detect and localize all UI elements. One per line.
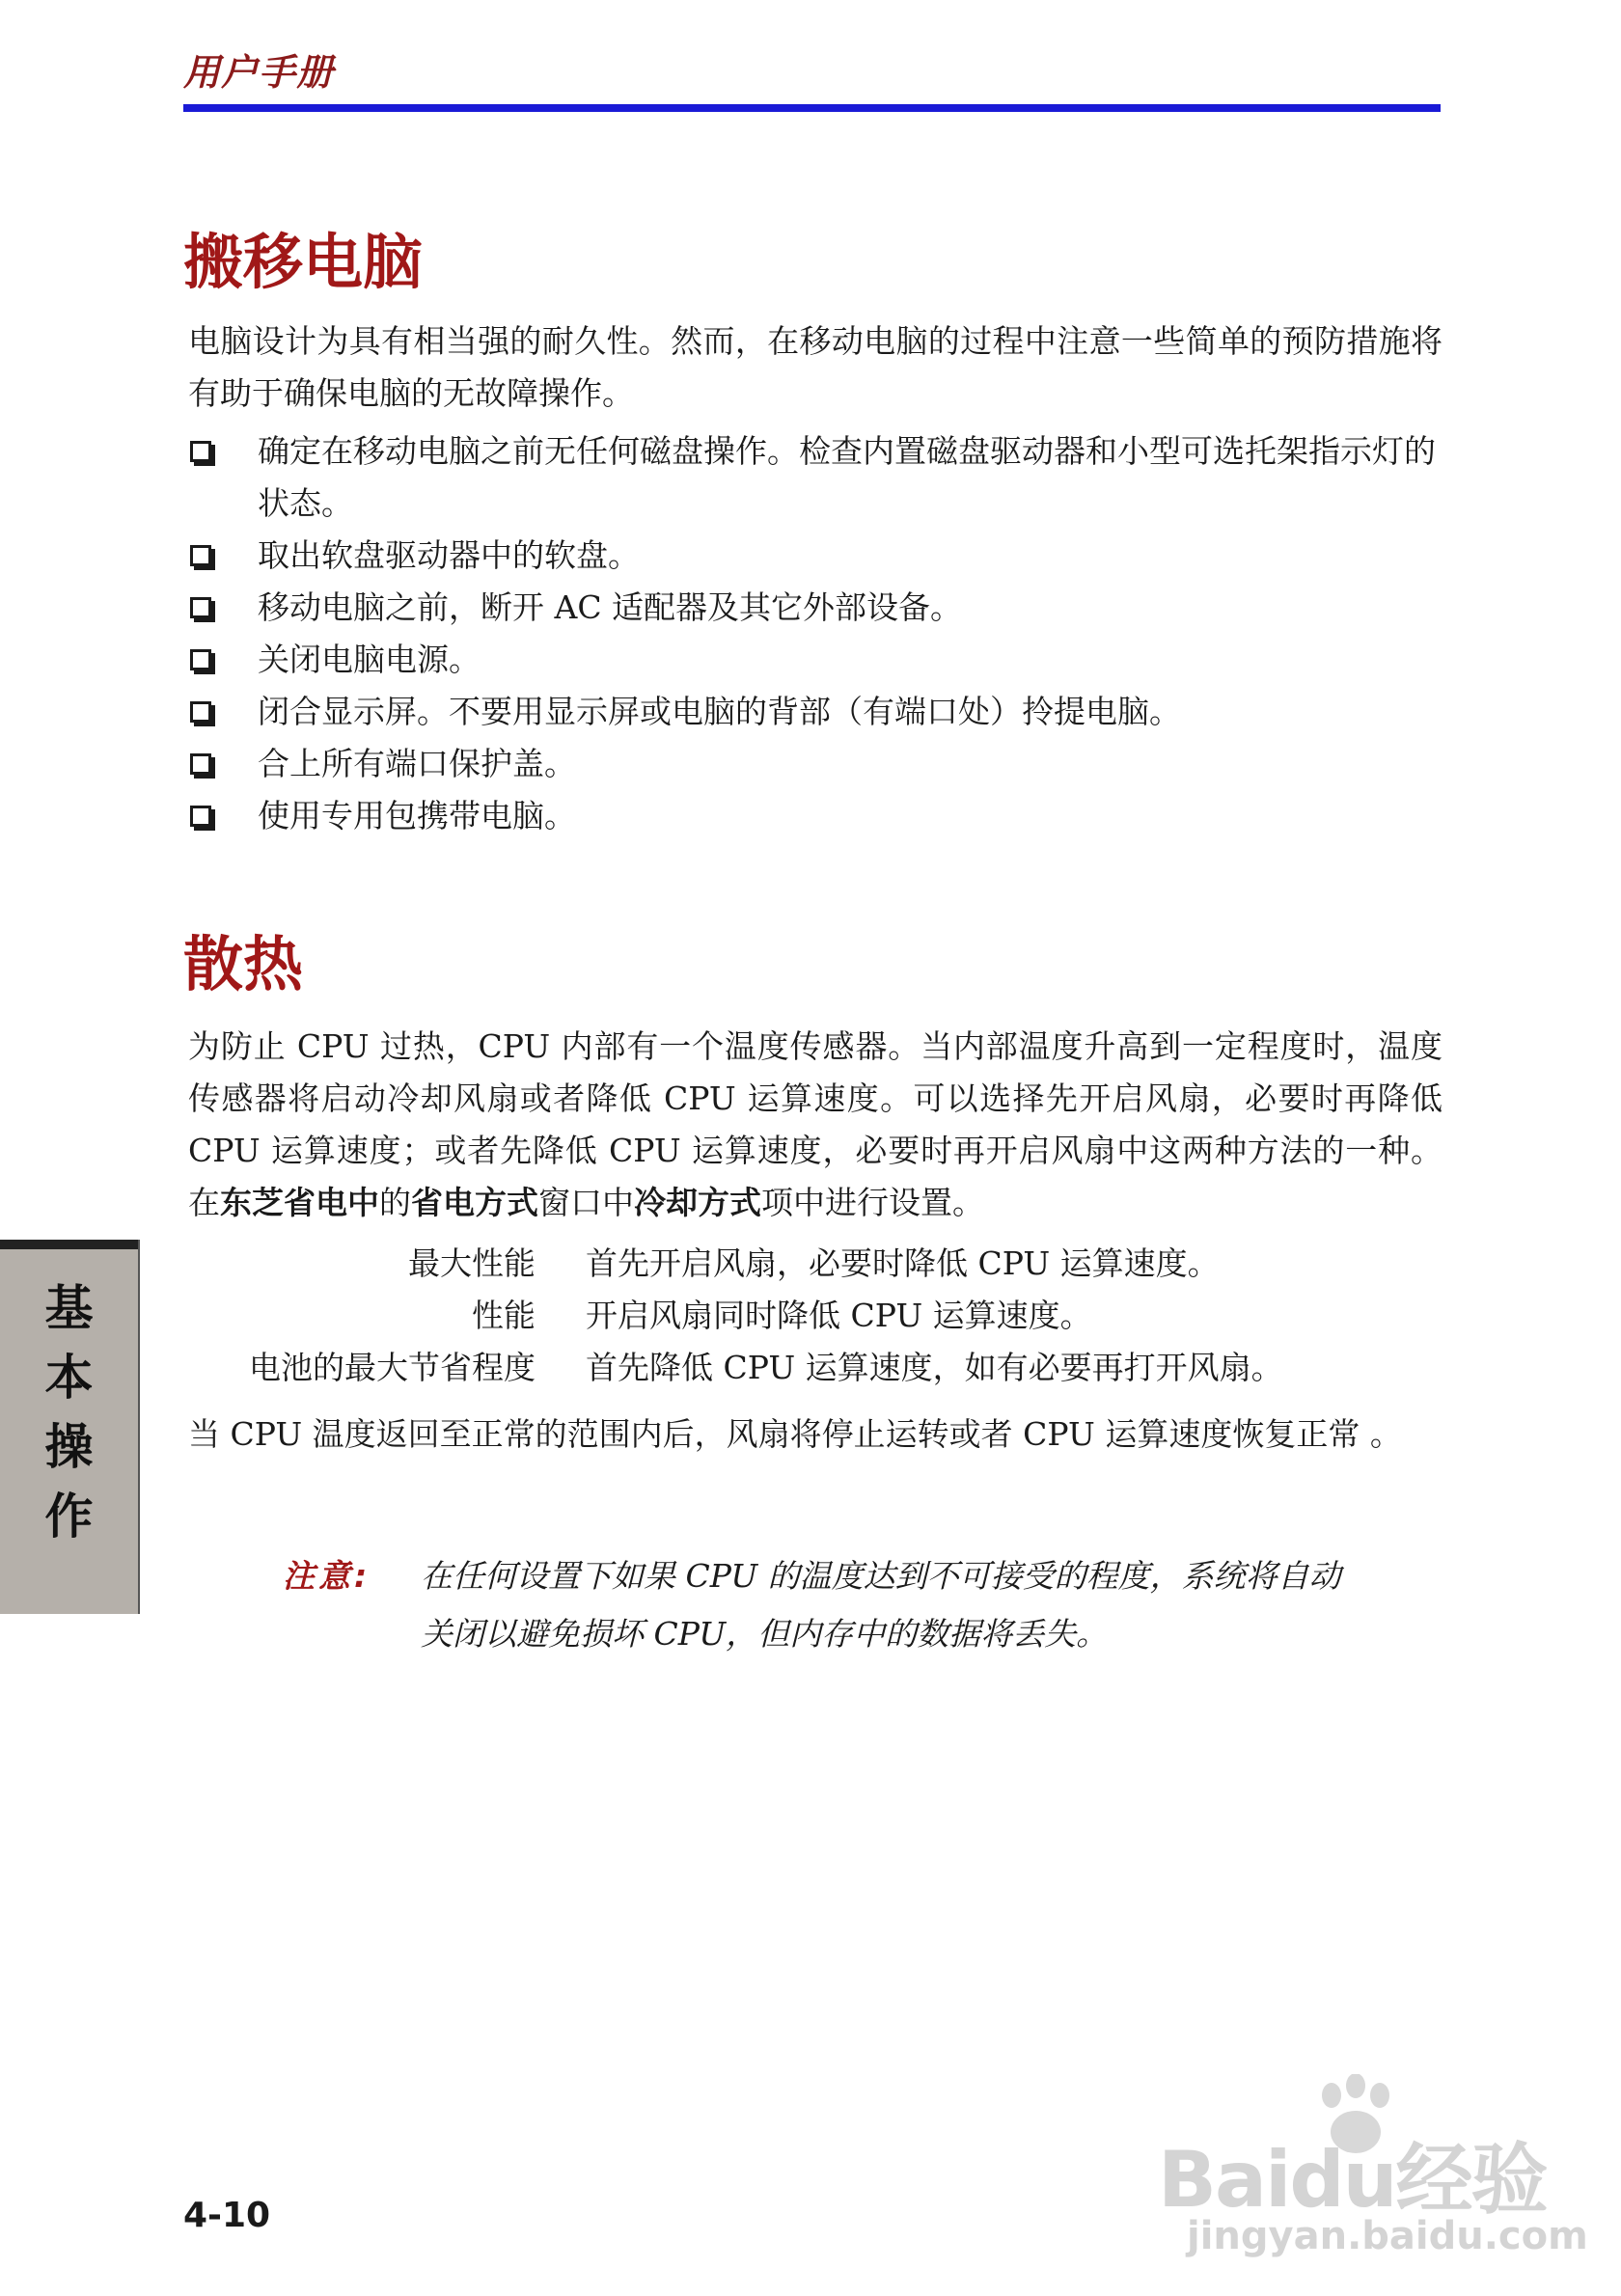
watermark-logo: Baidu经验	[1158, 2135, 1547, 2225]
chapter-side-tab	[0, 1240, 140, 1614]
note	[283, 1547, 1363, 1663]
note-label: 注意:	[283, 1557, 371, 1595]
list-item: 使用专用包携带电脑。	[188, 790, 1442, 842]
checkbox-icon	[190, 441, 211, 462]
header-title: 用户手册	[183, 51, 335, 94]
list-item: 闭合显示屏。不要用显示屏或电脑的背部（有端口处）拎提电脑。	[188, 686, 1442, 738]
section-title-moving: 搬移电脑	[183, 227, 424, 297]
checkbox-icon	[190, 753, 211, 775]
cooling-modes	[188, 1238, 1442, 1394]
mode-row: 性能 开启风扇同时降低 CPU 运算速度。	[472, 1297, 1092, 1334]
cooling-para: 为防止 CPU 过热，CPU 内部有一个温度传感器。当内部温度升高到一定程度时，温度传感器将启动冷却风扇或者降低 CPU 运算速度。可以选择先开启风扇，必要时再降低 CPU 运算速度；或者先降低 CPU 运算速度，必要时再开启风扇中这两种方法的一种。在东芝省电中的省电方式窗口中冷却方式项中进行设置。	[188, 1027, 1442, 1221]
list-item: 移动电脑之前，断开 AC 适配器及其它外部设备。	[188, 582, 1442, 634]
list-item: 关闭电脑电源。	[188, 634, 1442, 686]
moving-checklist	[188, 425, 1442, 842]
checkbox-icon	[190, 806, 211, 827]
page-number: 4-10	[183, 2196, 271, 2235]
watermark-url: jingyan.baidu.com	[1187, 2214, 1588, 2258]
side-tab-char: 操	[44, 1419, 94, 1475]
list-item: 确定在移动电脑之前无任何磁盘操作。检查内置磁盘驱动器和小型可选托架指示灯的状态。	[188, 425, 1442, 530]
checkbox-icon	[190, 701, 211, 723]
note-text: 在任何设置下如果 CPU 的温度达到不可接受的程度，系统将自动关闭以避免损坏 CPU，但内存中的数据将丢失。	[421, 1557, 1341, 1653]
baidu-watermark	[1158, 2064, 1588, 2258]
cooling-para-2: 当 CPU 温度返回至正常的范围内后，风扇将停止运转或者 CPU 运算速度恢复正常 。	[188, 1415, 1402, 1453]
moving-intro: 电脑设计为具有相当强的耐久性。然而，在移动电脑的过程中注意一些简单的预防措施将有助于确保电脑的无故障操作。	[188, 322, 1442, 412]
mode-row: 最大性能 首先开启风扇，必要时降低 CPU 运算速度。	[408, 1244, 1220, 1282]
checkbox-icon	[190, 545, 211, 566]
side-tab-char: 本	[44, 1350, 94, 1406]
checkbox-icon	[190, 649, 211, 670]
checkbox-icon	[190, 597, 211, 618]
mode-row: 电池的最大节省程度 首先降低 CPU 运算速度，如有必要再打开风扇。	[249, 1349, 1283, 1386]
section-title-cooling: 散热	[183, 929, 304, 999]
side-tab-char: 作	[44, 1489, 94, 1544]
header-rule	[183, 104, 1441, 112]
list-item: 合上所有端口保护盖。	[188, 738, 1442, 790]
side-tab-char: 基	[44, 1280, 94, 1336]
list-item: 取出软盘驱动器中的软盘。	[188, 530, 1442, 582]
